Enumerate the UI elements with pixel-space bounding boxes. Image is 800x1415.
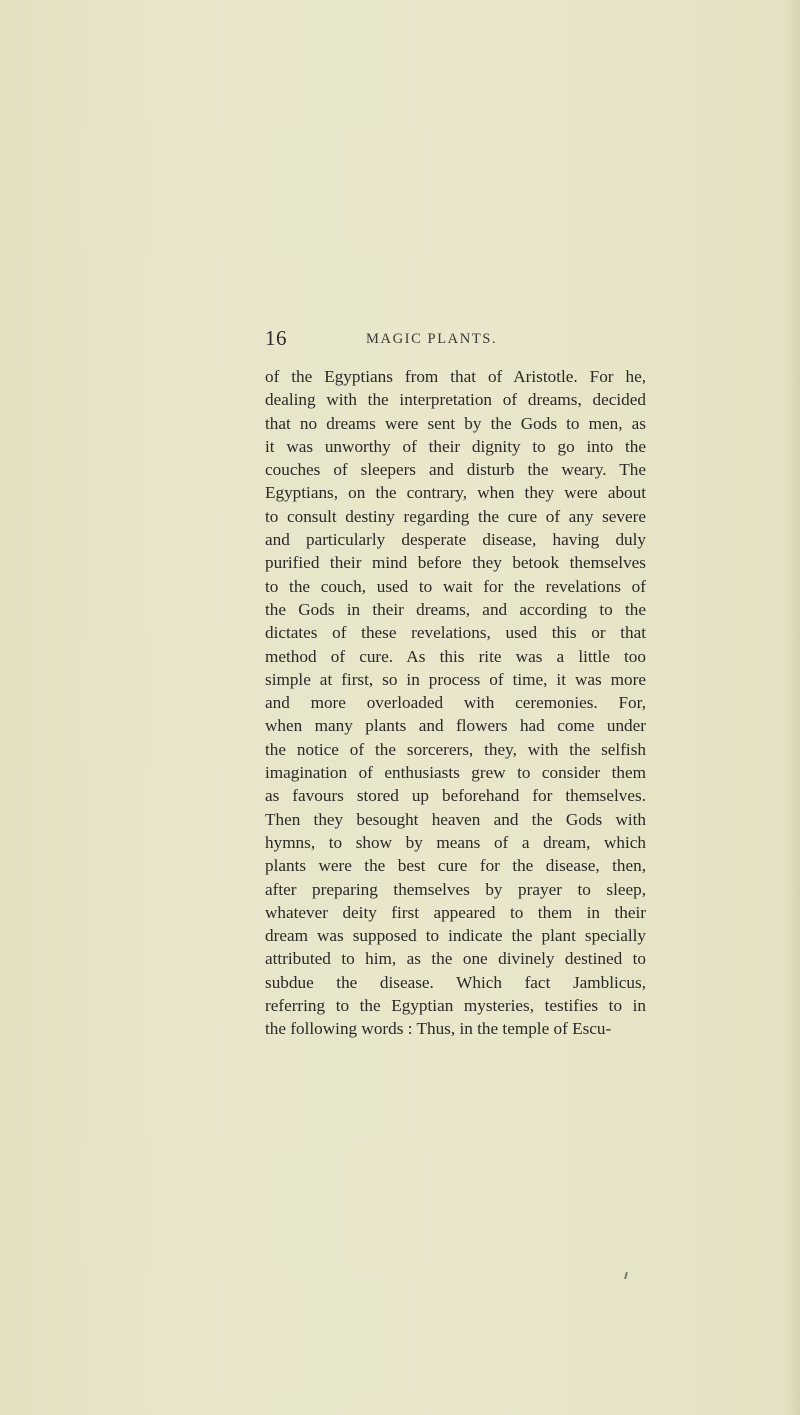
text-line: it was unworthy of their dignity to go into the xyxy=(265,436,646,456)
text-line: the following words : Thus, in the temple of Escu- xyxy=(265,1019,612,1039)
text-line: to the couch, used to wait for the revelations of xyxy=(265,576,646,596)
text-line: plants were the best cure for the disease, then, xyxy=(265,856,646,876)
paper-speck xyxy=(624,1272,628,1279)
text-line: dictates of these revelations, used this or that xyxy=(265,623,646,643)
text-line: to consult destiny regarding the cure of any severe xyxy=(265,506,646,526)
text-line: of the Egyptians from that of Aristotle. For he, xyxy=(265,367,646,386)
text-line: hymns, to show by means of a dream, which xyxy=(265,832,646,852)
text-line: Then they besought heaven and the Gods with xyxy=(265,809,646,829)
page-header xyxy=(0,326,800,356)
text-line: Egyptians, on the contrary, when they were about xyxy=(265,483,646,503)
text-line: subdue the disease. Which fact Jamblicus, xyxy=(265,972,646,992)
page-edge-shadow xyxy=(786,0,800,1415)
text-line: that no dreams were sent by the Gods to men, as xyxy=(265,413,646,433)
body-paragraph xyxy=(265,365,646,1041)
text-line: simple at first, so in process of time, it was more xyxy=(265,669,646,689)
text-line: couches of sleepers and disturb the weary. The xyxy=(265,460,646,480)
text-line: dream was supposed to indicate the plant specially xyxy=(265,926,646,946)
text-line: dealing with the interpretation of dreams, decided xyxy=(265,390,646,410)
running-head: MAGIC PLANTS. xyxy=(366,331,498,347)
text-line: attributed to him, as the one divinely destined to xyxy=(265,949,646,969)
text-line: as favours stored up beforehand for themselves. xyxy=(265,786,646,806)
text-line: whatever deity first appeared to them in their xyxy=(265,902,646,922)
text-line: after preparing themselves by prayer to sleep, xyxy=(265,879,646,899)
text-line: referring to the Egyptian mysteries, testifies to in xyxy=(265,996,646,1016)
text-line: the notice of the sorcerers, they, with the selfish xyxy=(265,739,646,759)
text-line: and more overloaded with ceremonies. For, xyxy=(265,693,646,713)
text-line: imagination of enthusiasts grew to consider them xyxy=(265,763,646,783)
text-line: and particularly desperate disease, having duly xyxy=(265,530,646,550)
text-line: when many plants and flowers had come under xyxy=(265,716,646,736)
text-line: the Gods in their dreams, and according to the xyxy=(265,599,646,619)
page-number: 16 xyxy=(265,326,287,350)
text-line: method of cure. As this rite was a little too xyxy=(265,646,646,666)
text-line: purified their mind before they betook themselves xyxy=(265,553,646,573)
